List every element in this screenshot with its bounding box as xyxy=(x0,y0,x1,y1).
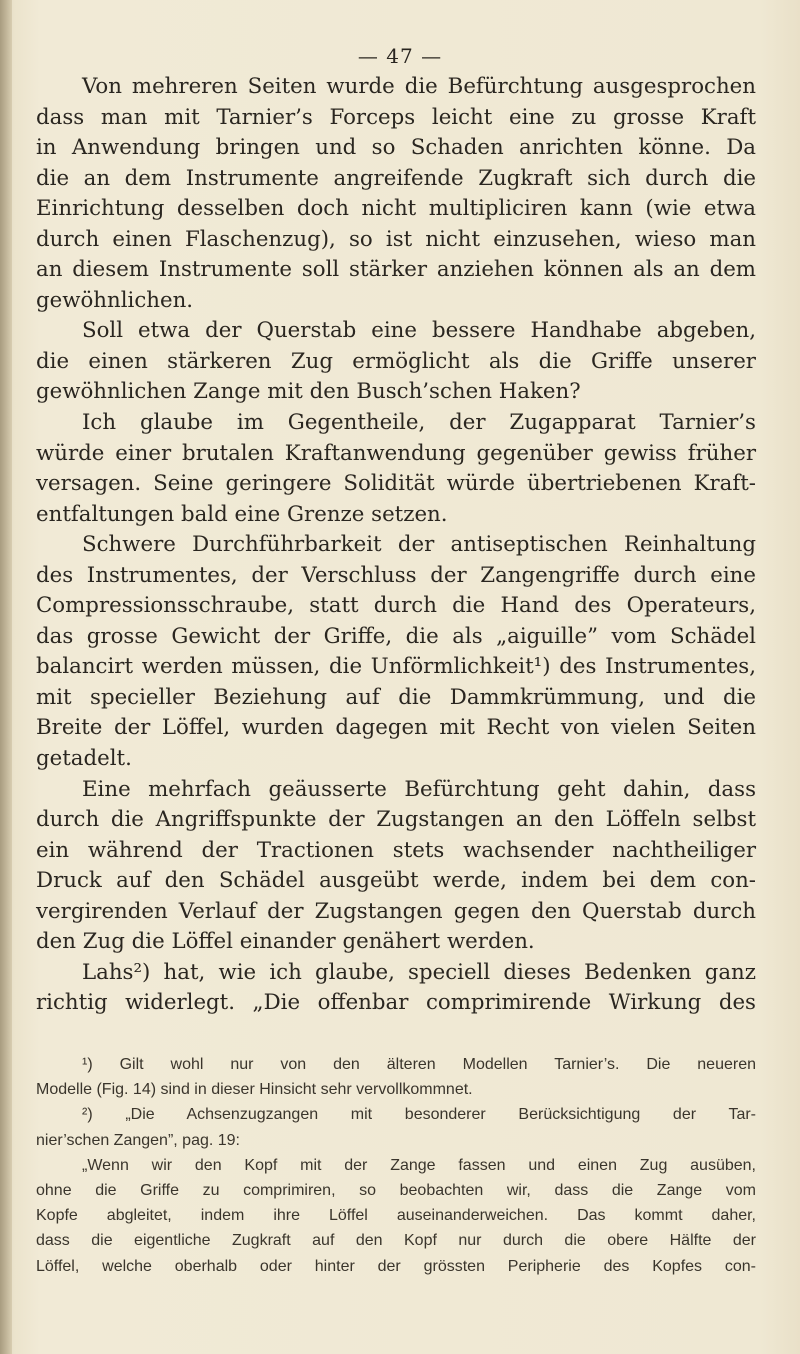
main-text xyxy=(36,72,756,1019)
text-line: Einrichtung desselben doch nicht multipliciren kann (wie etwa xyxy=(36,196,756,222)
footnote-line: ²) „Die Achsenzugzangen mit besonderer Berücksichtigung der Tar- xyxy=(82,1106,756,1124)
footnote-line: ohne die Griffe zu comprimiren, so beobachten wir, dass die Zange vom xyxy=(36,1181,756,1199)
text-line: die an dem Instrumente angreifende Zugkraft sich durch die xyxy=(36,165,756,191)
footnote-line: Modelle (Fig. 14) sind in dieser Hinsicht sehr vervollkommnet. xyxy=(36,1081,473,1099)
text-line: Ich glaube im Gegentheile, der Zugapparat Tarnier’s xyxy=(82,410,756,436)
text-line: Von mehreren Seiten wurde die Befürchtung ausgesprochen xyxy=(82,74,756,99)
text-line: den Zug die Löffel einander genähert werden. xyxy=(36,929,535,955)
text-line: getadelt. xyxy=(36,746,132,772)
footnote-line: Kopfe abgleitet, indem ihre Löffel auseinanderweichen. Das kommt daher, xyxy=(36,1207,756,1225)
text-line: würde einer brutalen Kraftanwendung gegenüber gewiss früher xyxy=(36,440,756,466)
text-line: mit specieller Beziehung auf die Dammkrümmung, und die xyxy=(36,684,756,710)
text-line: versagen. Seine geringere Solidität würde übertriebenen Kraft- xyxy=(36,471,756,497)
text-line: durch einen Flaschenzug), so ist nicht einzusehen, wieso man xyxy=(36,226,756,252)
text-line: ein während der Tractionen stets wachsender nachtheiliger xyxy=(36,837,756,863)
text-line: gewöhnlichen. xyxy=(36,287,194,313)
text-line: vergirenden Verlauf der Zugstangen gegen den Querstab durch xyxy=(36,898,756,924)
footnotes xyxy=(36,1052,756,1279)
text-line: Eine mehrfach geäusserte Befürchtung geht dahin, dass xyxy=(82,776,756,802)
text-line: Schwere Durchführbarkeit der antiseptischen Reinhaltung xyxy=(82,532,756,558)
text-line: Breite der Löffel, wurden dagegen mit Recht von vielen Seiten xyxy=(36,715,756,741)
text-line: Druck auf den Schädel ausgeübt werde, indem bei dem con- xyxy=(36,868,756,894)
text-line: gewöhnlichen Zange mit den Busch’schen Haken? xyxy=(36,379,581,405)
footnote-line: Löffel, welche oberhalb oder hinter der grössten Peripherie des Kopfes con- xyxy=(36,1257,756,1275)
text-line: balancirt werden müssen, die Unförmlichkeit¹) des Instrumentes, xyxy=(36,654,756,680)
text-line: dass man mit Tarnier’s Forceps leicht eine zu grosse Kraft xyxy=(36,104,756,130)
text-line: Lahs²) hat, wie ich glaube, speciell dieses Bedenken ganz xyxy=(82,959,756,985)
text-line: des Instrumentes, der Verschluss der Zangengriffe durch eine xyxy=(36,562,756,588)
text-line: in Anwendung bringen und so Schaden anrichten könne. Da xyxy=(36,135,756,161)
text-line: richtig widerlegt. „Die offenbar comprimirende Wirkung des xyxy=(36,990,756,1016)
text-line: Compressionsschraube, statt durch die Hand des Operateurs, xyxy=(36,593,756,619)
text-line: Soll etwa der Querstab eine bessere Handhabe abgeben, xyxy=(82,318,756,344)
footnote-line: „Wenn wir den Kopf mit der Zange fassen und einen Zug ausüben, xyxy=(82,1156,756,1174)
text-line: die einen stärkeren Zug ermöglicht als die Griffe unserer xyxy=(36,348,756,374)
binding-shadow xyxy=(0,0,12,1354)
text-line: durch die Angriffspunkte der Zugstangen an den Löffeln selbst xyxy=(36,807,756,833)
footnote-line: ¹) Gilt wohl nur von den älteren Modellen Tarnier’s. Die neueren xyxy=(82,1056,756,1073)
text-line: an diesem Instrumente soll stärker anziehen können als an dem xyxy=(36,257,756,283)
footnote-line: dass die eigentliche Zugkraft auf den Kopf nur durch die obere Hälfte der xyxy=(36,1232,756,1250)
footnote-line: nier’schen Zangen”, pag. 19: xyxy=(36,1131,240,1149)
page-number: — 47 — xyxy=(357,44,443,68)
text-line: entfaltungen bald eine Grenze setzen. xyxy=(36,501,448,527)
text-line: das grosse Gewicht der Griffe, die als „aiguille” vom Schädel xyxy=(36,623,756,649)
